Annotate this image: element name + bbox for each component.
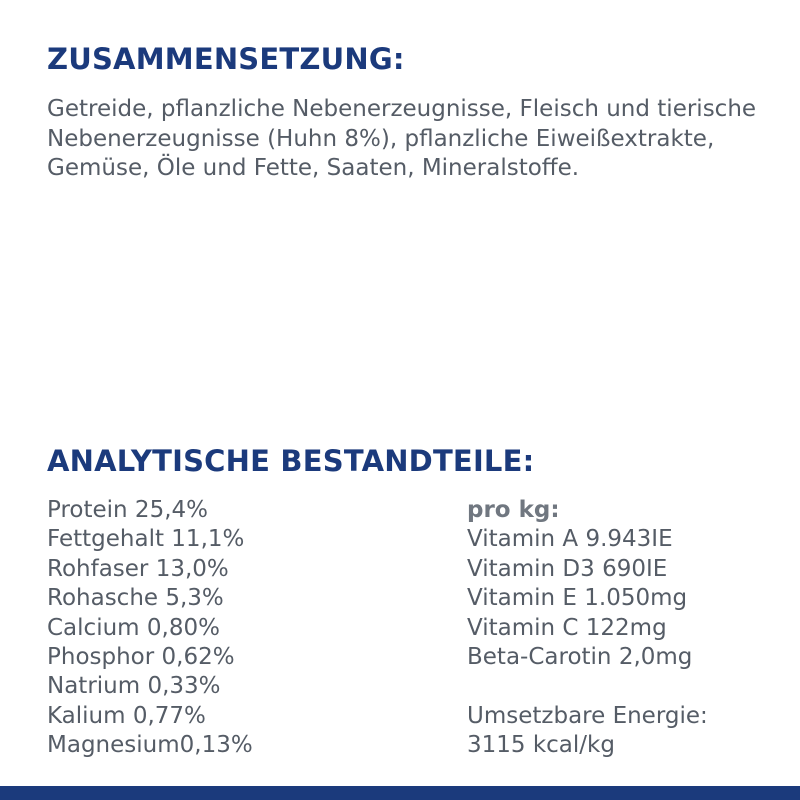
constituent-crude-ash: Rohasche 5,3% (47, 585, 224, 612)
energy-label: Umsetzbare Energie: (467, 702, 708, 729)
constituents-list (47, 496, 253, 761)
vitamin-d3: Vitamin D3 690IE (467, 555, 668, 582)
vitamin-a: Vitamin A 9.943IE (467, 526, 673, 553)
constituent-potassium: Kalium 0,77% (47, 702, 206, 729)
vitamin-c: Vitamin C 122mg (467, 614, 667, 641)
beta-carotene: Beta-Carotin 2,0mg (467, 643, 693, 670)
footer-bar (0, 786, 800, 800)
additives-list (467, 496, 708, 761)
constituent-fat: Fettgehalt 11,1% (47, 526, 245, 553)
constituent-phosphorus: Phosphor 0,62% (47, 643, 235, 670)
spacer (467, 672, 708, 701)
constituent-crude-fiber: Rohfaser 13,0% (47, 555, 229, 582)
composition-text: Getreide, pflanzliche Nebenerzeugnisse, Fleisch und tierische Nebenerzeugnisse (Huhn 8%), pflanzliche Eiweißextrakte, Gemüse, Öle und Fette, Saaten, Mineralstoffe. (47, 96, 757, 181)
constituent-magnesium: Magnesium0,13% (47, 732, 253, 759)
vitamin-e: Vitamin E 1.050mg (467, 585, 688, 612)
analysis-heading: ANALYTISCHE BESTANDTEILE: (47, 444, 535, 478)
per-kg-label: pro kg: (467, 497, 560, 523)
energy-value: 3115 kcal/kg (467, 732, 615, 759)
constituent-sodium: Natrium 0,33% (47, 673, 221, 700)
constituent-protein: Protein 25,4% (47, 497, 208, 523)
composition-heading: ZUSAMMENSETZUNG: (47, 42, 405, 76)
constituent-calcium: Calcium 0,80% (47, 614, 220, 641)
